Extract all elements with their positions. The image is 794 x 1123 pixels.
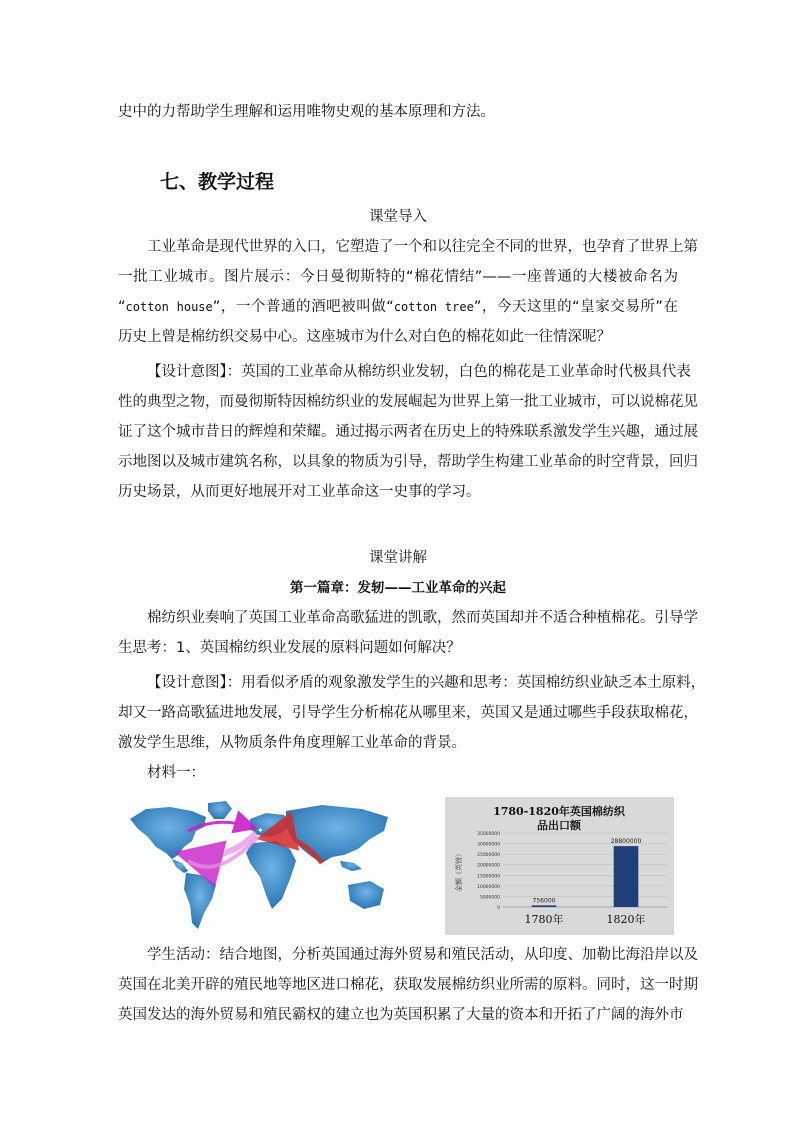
text-span: ”，今天这里的“皇家交易所”在 <box>473 299 678 315</box>
chart-y-tick-label: 15000000 <box>477 874 500 880</box>
chart-y-axis-label: 金额（英镑） <box>455 850 463 892</box>
chart-x-label: 1780年 <box>524 913 564 926</box>
continent-south-america <box>184 873 216 929</box>
paragraph-line: 却又一路高歌猛进地发展，引导学生分析棉花从哪里来，英国又是通过哪些手段获取棉花， <box>118 705 698 721</box>
continent-north-america <box>130 807 206 859</box>
paragraph-line: 【设计意图】：用看似矛盾的观象激发学生的兴趣和思考：英国棉纺织业缺乏本土原料， <box>147 675 706 691</box>
paragraph-line: 历史场景，从而更好地展开对工业革命这一史事的学习。 <box>118 484 481 500</box>
chart-y-ticks <box>477 831 500 911</box>
world-map-svg <box>126 797 396 933</box>
text-span: ”，一个普通的酒吧被叫做“ <box>212 299 394 315</box>
paragraph-line: 英国在北美开辟的殖民地等地区进口棉花，获取发展棉纺织业所需的原料。同时，这一时期 <box>118 977 698 993</box>
chart-x-labels <box>525 912 646 926</box>
paragraph-line: 【设计意图】：英国的工业革命从棉纺织业发轫，白色的棉花是工业革命时代极具代表 <box>147 364 691 380</box>
chart-y-tick-label: 30000000 <box>477 842 500 848</box>
chart-gridlines <box>503 833 667 907</box>
paragraph-line: 材料一： <box>147 765 205 781</box>
text-span: “ <box>118 299 126 315</box>
continent-se-asia <box>340 861 362 871</box>
subsection-title-explain: 课堂讲解 <box>369 550 427 566</box>
section-heading: 七、教学过程 <box>160 171 275 193</box>
paragraph-line: 棉纺织业奏响了英国工业革命高歌猛进的凯歌，然而英国却并不适合种植棉花。引导学 <box>147 610 698 626</box>
chart-bar-1 <box>614 846 639 907</box>
paragraph-line: 英国发达的海外贸易和殖民霸权的建立也为英国积累了大量的资本和开拓了广阔的海外市 <box>118 1007 684 1023</box>
continent-australia <box>348 881 384 909</box>
continent-greenland <box>208 801 232 819</box>
chart-y-tick-label: 20000000 <box>477 863 500 869</box>
marker-star: ✦ <box>257 826 264 835</box>
chart-title-line1: 1780-1820年英国棉纺织 <box>493 805 625 818</box>
chart-x-label: 1820年 <box>606 913 646 926</box>
chart-y-tick-label: 10000000 <box>477 884 500 890</box>
chart-y-tick-label: 0 <box>497 906 500 911</box>
chart-bar-0 <box>532 905 557 907</box>
paragraph-line: 一批工业城市。图片展示：今日曼彻斯特的“棉花情结”——一座普通的大楼被命名为 <box>118 269 678 285</box>
world-map-image <box>126 797 396 933</box>
bar-chart-svg <box>445 797 674 935</box>
text-span-mono: cotton house <box>125 300 213 314</box>
chart-title-line2: 品出口额 <box>537 819 581 832</box>
paragraph-line: 性的典型之物，而曼彻斯特因棉纺织业的发展崛起为世界上第一批工业城市，可以说棉花见 <box>118 394 698 410</box>
continent-asia <box>286 805 388 863</box>
chart-y-tick-label: 25000000 <box>477 853 500 859</box>
paragraph-line: 激发学生思维，从物质条件角度理解工业革命的背景。 <box>118 735 466 751</box>
chart-y-tick-label: 35000000 <box>477 832 500 837</box>
paragraph-line: 工业革命是现代世界的入口，它塑造了一个和以往完全不同的世界，也孕育了世界上第 <box>147 239 698 255</box>
paragraph-line: 历史上曾是棉纺织交易中心。这座城市为什么对白色的棉花如此一往情深呢？ <box>118 329 611 345</box>
chapter-title: 第一篇章：发轫——工业革命的兴起 <box>290 580 506 596</box>
paragraph-line: 学生活动：结合地图，分析英国通过海外贸易和殖民活动，从印度、加勒比海沿岸以及 <box>147 947 698 963</box>
trade-arrow-caribbean-out <box>186 833 256 857</box>
chart-value-label: 756000 <box>532 897 556 905</box>
paragraph-line: 示地图以及城市建筑名称，以具象的物质为引导，帮助学生构建工业革命的时空背景，回归 <box>118 454 698 470</box>
continent-africa <box>246 841 296 909</box>
paragraph-line: 史中的力帮助学生理解和运用唯物史观的基本原理和方法。 <box>118 104 495 120</box>
paragraph-line: 生思考：1、英国棉纺织业发展的原料问题如何解决？ <box>118 640 461 656</box>
text-span-mono: cotton tree <box>393 300 474 314</box>
paragraph-line: 证了这个城市昔日的辉煌和荣耀。通过揭示两者在历史上的特殊联系激发学生兴趣，通过展 <box>118 424 698 440</box>
chart-value-label: 28800000 <box>610 838 642 846</box>
paragraph-line-mixed <box>118 297 678 317</box>
chart-y-tick-label: 5000000 <box>479 895 500 901</box>
export-bar-chart <box>445 797 674 935</box>
continent-central-america <box>172 859 188 873</box>
subsection-title-intro: 课堂导入 <box>369 209 427 225</box>
